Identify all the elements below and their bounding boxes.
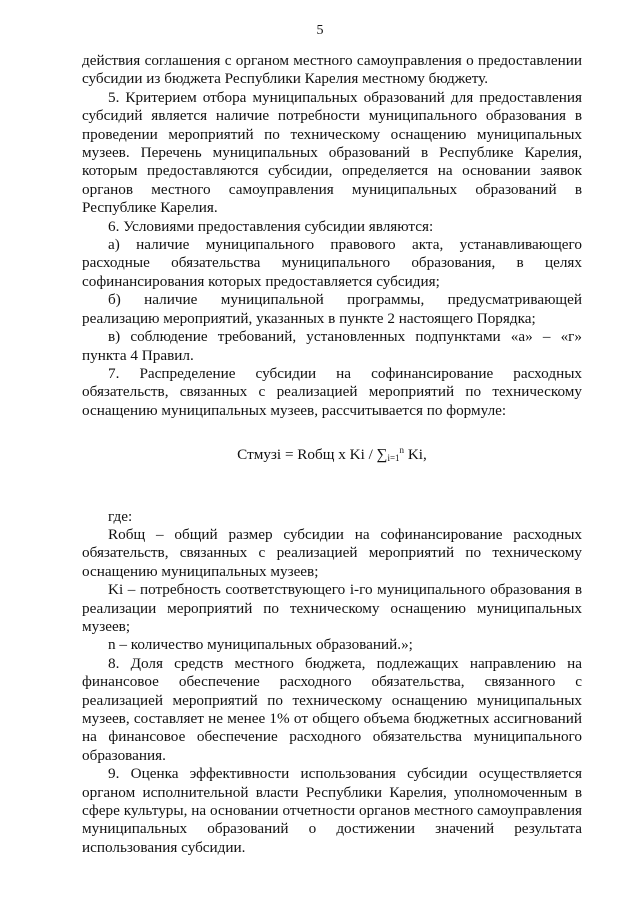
- spacer: [82, 468, 582, 508]
- paragraphs-top: [82, 52, 582, 420]
- paragraph: 5. Критерием отбора муниципальных образований для предоставления субсидий является наличие потребности муниципального образования в проведении мероприятий по техническому оснащению муниципальных музеев. Перечень муниципальных образований в Республике Карелия, которым предоставляются субсидии, определяется на основании заявок органов местного самоуправления муниципальных образований в Республике Карелия.: [82, 88, 582, 217]
- formula-sum-upper: n: [399, 445, 405, 456]
- paragraph: 7. Распределение субсидии на софинансирование расходных обязательств, связанных с реализацией мероприятий по техническому оснащению муниципальных музеев, рассчитывается по формуле:: [82, 364, 582, 419]
- paragraph: n – количество муниципальных образований.»;: [108, 636, 413, 654]
- paragraph: в) соблюдение требований, установленных подпунктами «а» – «г» пункта 4 Правил.: [82, 328, 582, 364]
- formula: [82, 441, 582, 467]
- formula-sum-lower: i=1: [387, 453, 400, 464]
- page-number: 5: [316, 23, 324, 38]
- paragraph: Ki – потребность соответствующего i-го муниципального образования в реализации мероприятий по техническому оснащению муниципальных музеев;: [82, 581, 582, 635]
- paragraph: а) наличие муниципального правового акта, устанавливающего расходные обязательства муниципального образования, в целях софинансирования которых предоставляется субсидия;: [82, 236, 582, 290]
- formula-rhs: Ki,: [404, 446, 427, 464]
- paragraph: 9. Оценка эффективности использования субсидии осуществляется органом исполнительной власти Республики Карелия, уполномоченным в сфере культуры, на основании отчетности органов местного самоуправления муниципальных образований о достижении значений результата использования субсидии.: [82, 765, 582, 856]
- paragraph: 8. Доля средств местного бюджета, подлежащих направлению на финансовое обеспечение расходного обязательства, связанного с реализацией мероприятий по техническому оснащению муниципальных музеев, составляет не менее 1% от общего объема бюджетных ассигнований на финансовое обеспечение расходного обязательства муниципального образования.: [82, 654, 582, 764]
- paragraph: Rобщ – общий размер субсидии на софинансирование расходных обязательств, связанных с реализацией мероприятий по техническому оснащению муниципальных музеев;: [82, 525, 582, 580]
- paragraph: 6. Условиями предоставления субсидии являются:: [108, 217, 434, 235]
- paragraphs-bottom: [82, 526, 582, 857]
- paragraph: б) наличие муниципальной программы, предусматривающей реализацию мероприятий, указанных в пункте 2 настоящего Порядка;: [82, 291, 582, 327]
- formula-lhs: Стмузi = Rобщ x Ki / ∑: [237, 446, 388, 464]
- document-body: [82, 52, 582, 857]
- paragraph: действия соглашения с органом местного самоуправления о предоставлении субсидии из бюджета Республики Карелия местному бюджету.: [82, 52, 582, 88]
- where-label: где:: [108, 507, 133, 525]
